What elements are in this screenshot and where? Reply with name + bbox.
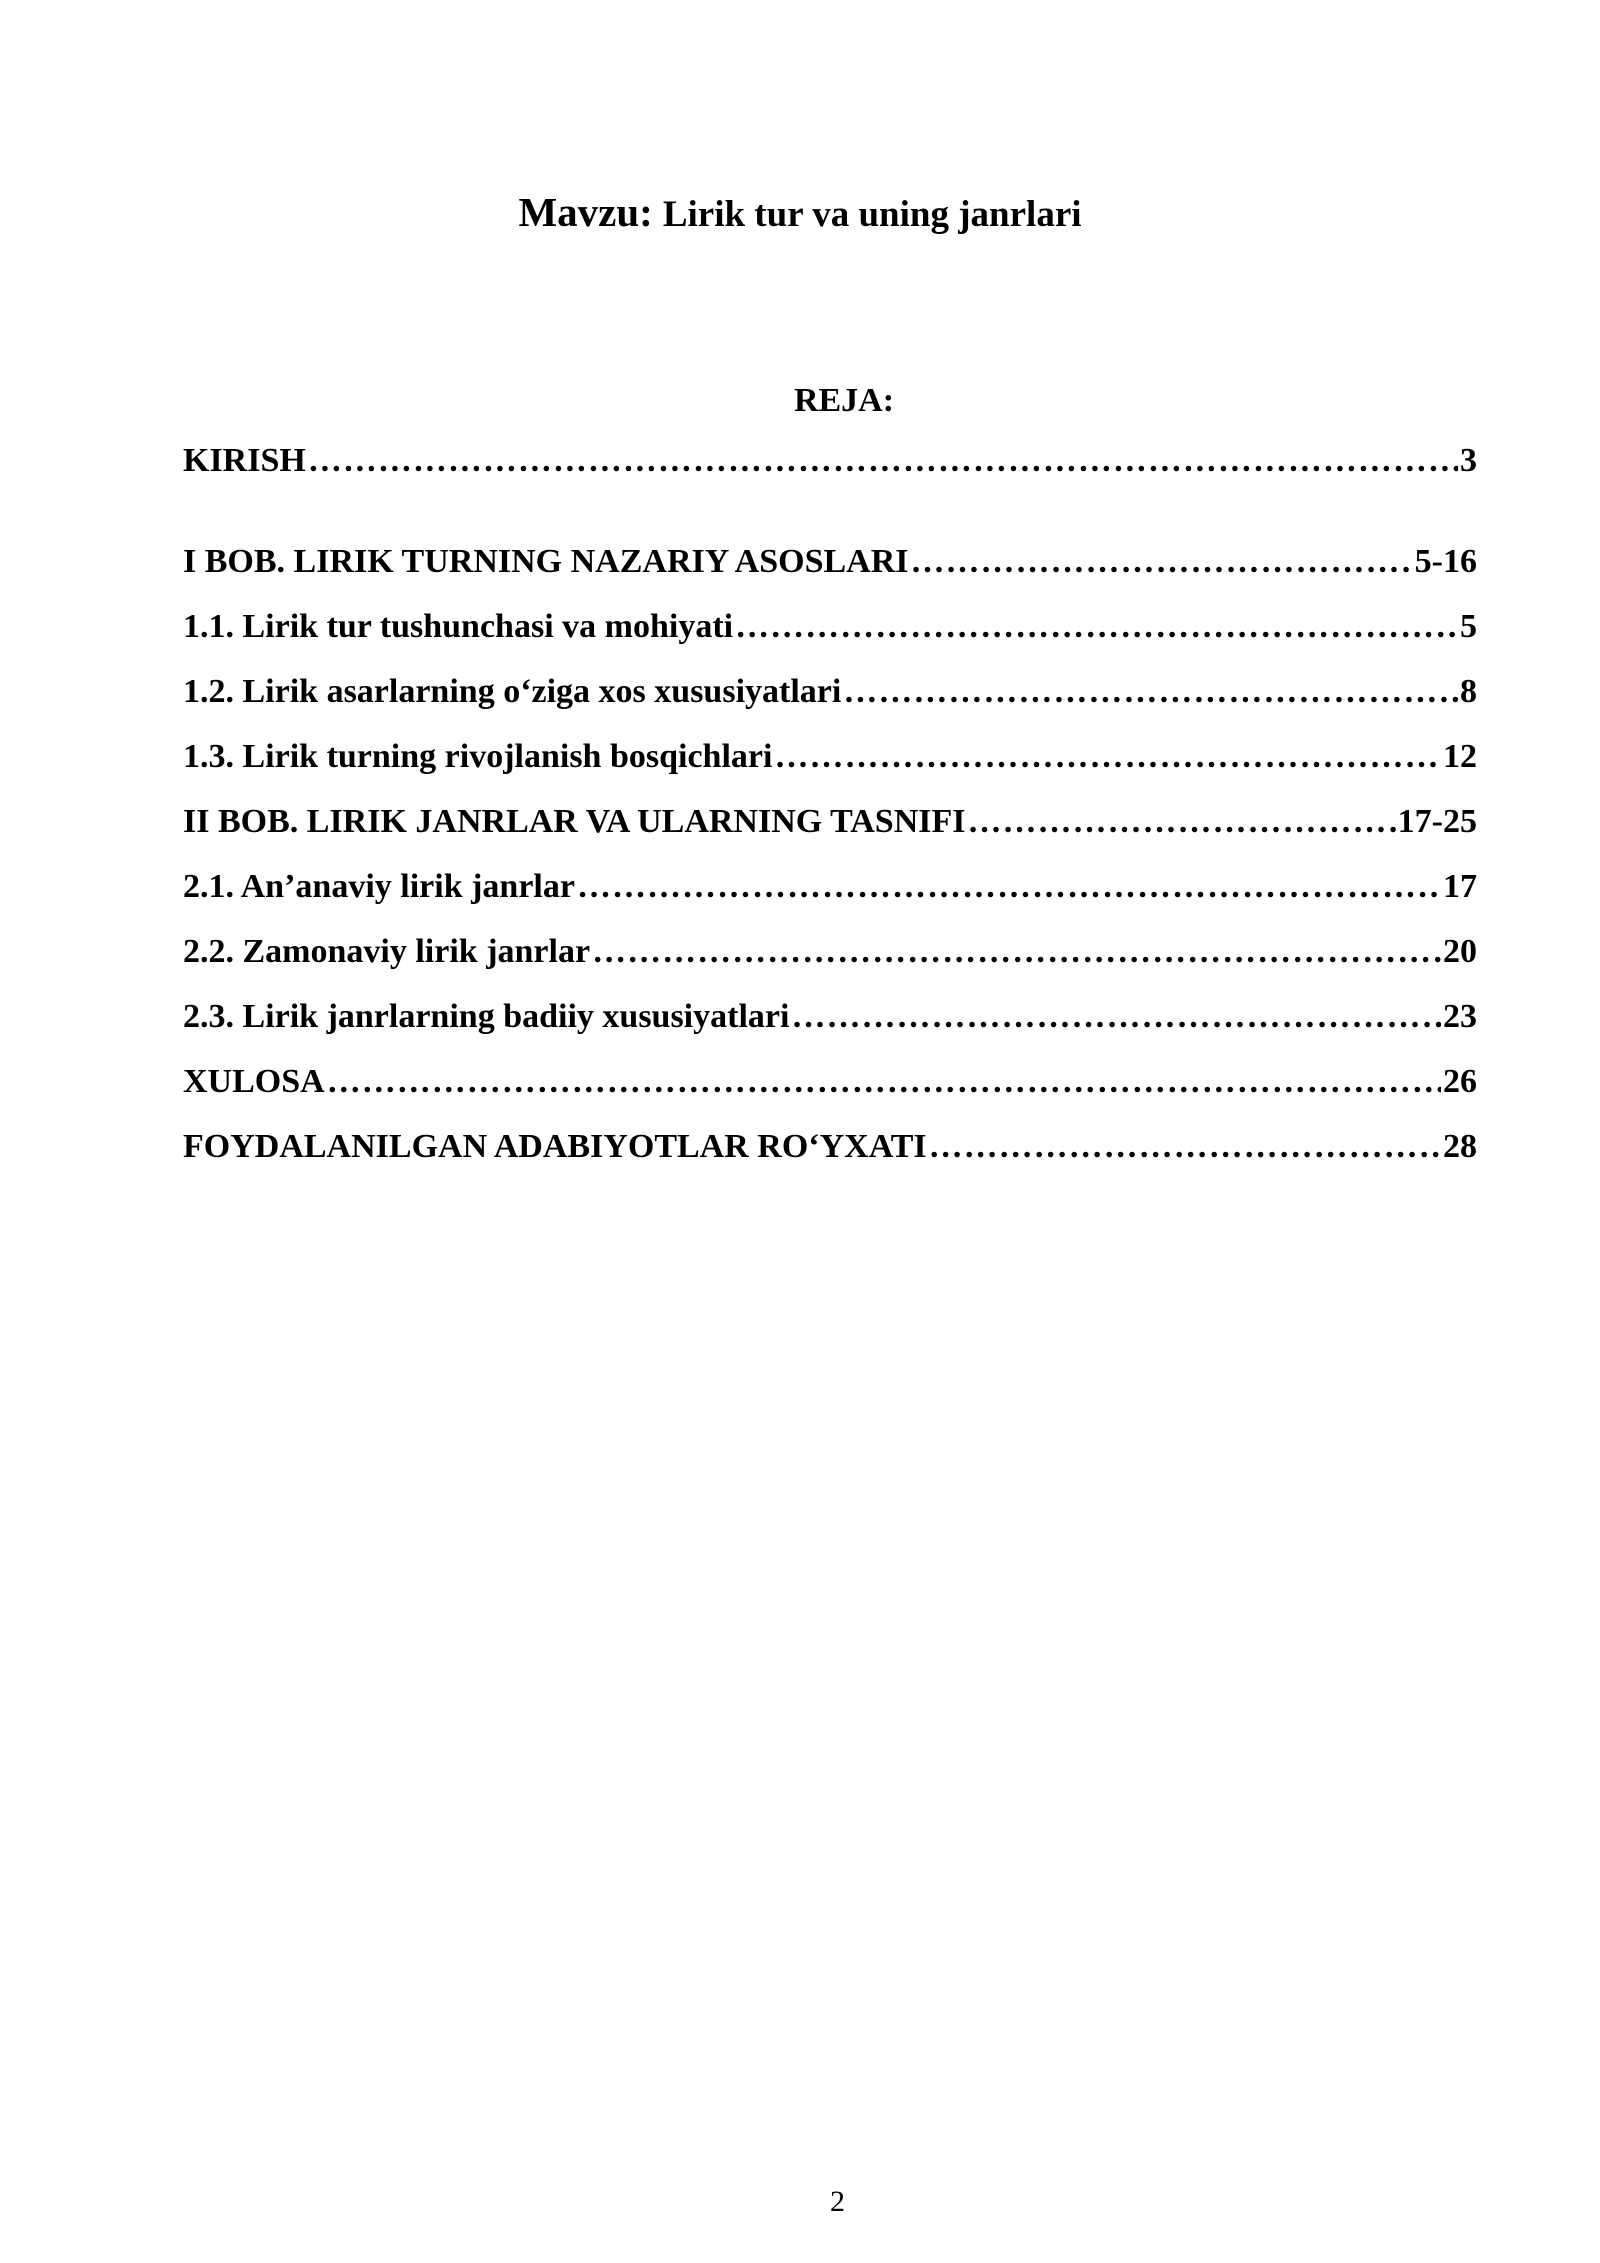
toc-page-number: 12 [1443, 738, 1477, 775]
toc-page-number: 28 [1443, 1128, 1477, 1165]
document-title [0, 188, 1600, 236]
toc-leader-dots [968, 792, 1396, 852]
toc-leader-dots [577, 857, 1441, 917]
toc-entry-text: 1.3. Lirik turning rivojlanish bosqichlari [183, 738, 773, 775]
toc-entry-chapter-2 [183, 792, 1477, 852]
toc-entry-section-1-1 [183, 597, 1477, 657]
toc-leader-dots [774, 727, 1441, 787]
toc-leader-dots [791, 987, 1441, 1047]
toc-page-number: 8 [1460, 673, 1477, 710]
toc-leader-dots [592, 922, 1441, 982]
toc-entry-section-1-2 [183, 662, 1477, 722]
plan-heading: REJA: [793, 382, 895, 419]
toc-entry-introduction [183, 431, 1477, 491]
toc-page-number: 26 [1443, 1063, 1477, 1100]
toc-page-number: 3 [1460, 442, 1477, 479]
toc-entry-section-1-3 [183, 727, 1477, 787]
title-topic: Lirik tur va uning janrlari [662, 194, 1082, 235]
toc-entry-bibliography [183, 1117, 1477, 1177]
toc-entry-text: I BOB. LIRIK TURNING NAZARIY ASOSLARI [183, 543, 909, 580]
toc-leader-dots [911, 532, 1413, 592]
toc-leader-dots [735, 597, 1458, 657]
toc-entry-text: 1.1. Lirik tur tushunchasi va mohiyati [183, 608, 734, 645]
title-label: Mavzu: [518, 189, 653, 235]
toc-entry-text: 2.3. Lirik janrlarning badiiy xususiyatlari [183, 998, 790, 1035]
toc-entry-text: 2.2. Zamonaviy lirik janrlar [183, 933, 591, 970]
toc-entry-conclusion [183, 1052, 1477, 1112]
toc-leader-dots [308, 431, 1458, 491]
toc-page-number: 17-25 [1397, 803, 1477, 840]
toc-leader-dots [929, 1117, 1441, 1177]
toc-entry-text: 1.2. Lirik asarlarning o‘ziga xos xususiyatlari [183, 673, 842, 710]
toc-leader-dots [843, 662, 1458, 722]
toc-entry-text: II BOB. LIRIK JANRLAR VA ULARNING TASNIFI [183, 803, 966, 840]
toc-page-number: 23 [1443, 998, 1477, 1035]
toc-entry-section-2-2 [183, 922, 1477, 982]
toc-entry-section-2-3 [183, 987, 1477, 1047]
toc-page-number: 17 [1443, 868, 1477, 905]
toc-page-number: 5 [1460, 608, 1477, 645]
toc-leader-dots [327, 1052, 1441, 1112]
page-number: 2 [830, 2185, 845, 2218]
toc-entry-text: KIRISH [183, 442, 306, 479]
toc-entry-text: XULOSA [183, 1063, 325, 1100]
toc-entry-text: FOYDALANILGAN ADABIYOTLAR RO‘YXATI [183, 1128, 927, 1165]
toc-entry-section-2-1 [183, 857, 1477, 917]
toc-page-number: 20 [1443, 933, 1477, 970]
toc-entry-chapter-1 [183, 532, 1477, 592]
toc-entry-text: 2.1. An’anaviy lirik janrlar [183, 868, 575, 905]
toc-page-number: 5-16 [1414, 543, 1477, 580]
